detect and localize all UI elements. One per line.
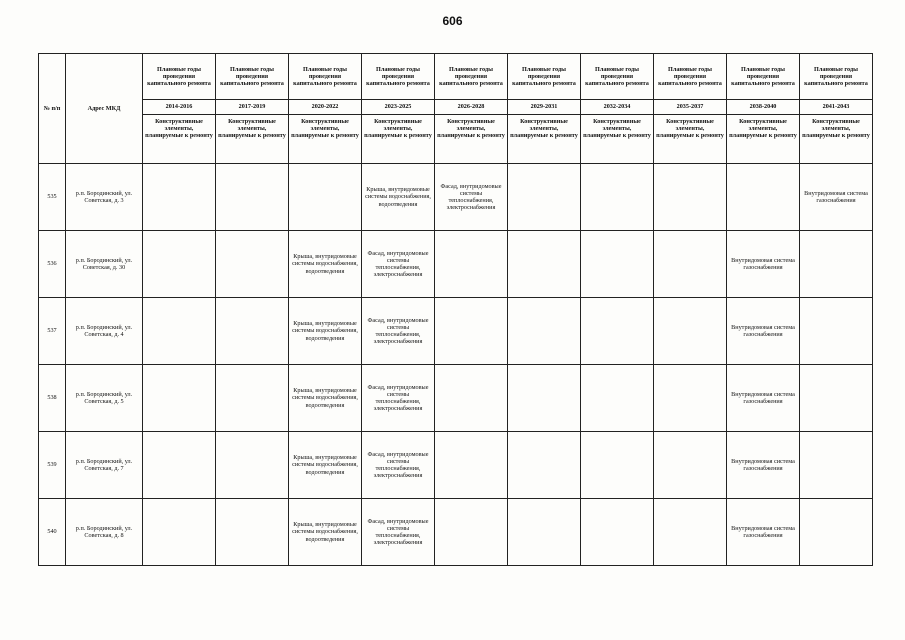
period-cell: Крыша, внутридомовые системы водоснабжения, водоотведения bbox=[289, 231, 362, 298]
period-cell bbox=[800, 365, 873, 432]
row-number: 540 bbox=[39, 499, 66, 566]
period-range: 2017-2019 bbox=[216, 100, 289, 115]
row-number: 535 bbox=[39, 164, 66, 231]
period-cell bbox=[216, 164, 289, 231]
period-cell bbox=[508, 298, 581, 365]
period-range: 2014-2016 bbox=[143, 100, 216, 115]
table-row bbox=[39, 298, 873, 365]
period-title: Плановые годы проведения капитального ремонта bbox=[654, 54, 727, 100]
row-address: р.п. Бородинский, ул. Советская, д. 5 bbox=[66, 365, 143, 432]
period-title: Плановые годы проведения капитального ремонта bbox=[289, 54, 362, 100]
period-cell: Внутридомовая система газоснабжения bbox=[727, 499, 800, 566]
elements-label: Конструктивные элементы, планируемые к ремонту bbox=[216, 115, 289, 164]
period-cell: Внутридомовая система газоснабжения bbox=[727, 298, 800, 365]
period-cell bbox=[143, 432, 216, 499]
period-cell: Фасад, внутридомовые системы теплоснабжения, электроснабжения bbox=[362, 499, 435, 566]
table-header bbox=[39, 54, 873, 164]
period-range: 2041-2043 bbox=[800, 100, 873, 115]
period-cell: Фасад, внутридомовые системы теплоснабжения, электроснабжения bbox=[362, 231, 435, 298]
period-cell bbox=[216, 499, 289, 566]
elements-label: Конструктивные элементы, планируемые к ремонту bbox=[654, 115, 727, 164]
row-address: р.п. Бородинский, ул. Советская, д. 8 bbox=[66, 499, 143, 566]
period-range: 2029-2031 bbox=[508, 100, 581, 115]
period-cell: Внутридомовая система газоснабжения bbox=[727, 231, 800, 298]
period-title: Плановые годы проведения капитального ремонта bbox=[508, 54, 581, 100]
row-number: 536 bbox=[39, 231, 66, 298]
period-cell bbox=[508, 365, 581, 432]
elements-label: Конструктивные элементы, планируемые к ремонту bbox=[727, 115, 800, 164]
period-cell bbox=[508, 164, 581, 231]
period-cell bbox=[435, 231, 508, 298]
period-cell bbox=[581, 298, 654, 365]
period-title: Плановые годы проведения капитального ремонта bbox=[800, 54, 873, 100]
period-cell bbox=[581, 499, 654, 566]
period-cell bbox=[143, 365, 216, 432]
period-cell bbox=[216, 432, 289, 499]
period-cell bbox=[508, 499, 581, 566]
table-row bbox=[39, 499, 873, 566]
row-number: 539 bbox=[39, 432, 66, 499]
row-address: р.п. Бородинский, ул. Советская, д. 30 bbox=[66, 231, 143, 298]
column-header-address: Адрес МКД bbox=[66, 54, 143, 164]
elements-label: Конструктивные элементы, планируемые к ремонту bbox=[143, 115, 216, 164]
period-cell bbox=[654, 164, 727, 231]
period-cell bbox=[216, 365, 289, 432]
repair-schedule-table bbox=[38, 53, 873, 566]
table-body bbox=[39, 164, 873, 566]
elements-label: Конструктивные элементы, планируемые к ремонту bbox=[800, 115, 873, 164]
elements-label: Конструктивные элементы, планируемые к ремонту bbox=[435, 115, 508, 164]
table-row bbox=[39, 432, 873, 499]
period-range: 2035-2037 bbox=[654, 100, 727, 115]
period-cell bbox=[654, 499, 727, 566]
period-cell bbox=[800, 298, 873, 365]
period-range: 2026-2028 bbox=[435, 100, 508, 115]
period-title: Плановые годы проведения капитального ремонта bbox=[581, 54, 654, 100]
period-cell: Фасад, внутридомовые системы теплоснабжения, электроснабжения bbox=[435, 164, 508, 231]
period-cell bbox=[654, 432, 727, 499]
period-cell bbox=[435, 298, 508, 365]
period-cell: Крыша, внутридомовые системы водоснабжения, водоотведения bbox=[289, 365, 362, 432]
period-title: Плановые годы проведения капитального ремонта bbox=[362, 54, 435, 100]
row-address: р.п. Бородинский, ул. Советская, д. 7 bbox=[66, 432, 143, 499]
row-address: р.п. Бородинский, ул. Советская, д. 4 bbox=[66, 298, 143, 365]
period-cell: Крыша, внутридомовые системы водоснабжения, водоотведения bbox=[289, 499, 362, 566]
period-range: 2020-2022 bbox=[289, 100, 362, 115]
period-cell bbox=[289, 164, 362, 231]
period-cell bbox=[800, 432, 873, 499]
period-cell: Внутридомовая система газоснабжения bbox=[727, 432, 800, 499]
period-cell bbox=[435, 499, 508, 566]
period-cell bbox=[435, 432, 508, 499]
elements-label: Конструктивные элементы, планируемые к ремонту bbox=[362, 115, 435, 164]
period-cell bbox=[800, 499, 873, 566]
elements-label: Конструктивные элементы, планируемые к ремонту bbox=[581, 115, 654, 164]
period-cell bbox=[800, 231, 873, 298]
period-range: 2023-2025 bbox=[362, 100, 435, 115]
period-cell bbox=[216, 298, 289, 365]
period-cell bbox=[143, 231, 216, 298]
period-cell: Внутридомовая система газоснабжения bbox=[800, 164, 873, 231]
table-row bbox=[39, 231, 873, 298]
period-cell bbox=[581, 432, 654, 499]
period-cell bbox=[654, 365, 727, 432]
elements-label: Конструктивные элементы, планируемые к ремонту bbox=[508, 115, 581, 164]
period-cell: Фасад, внутридомовые системы теплоснабжения, электроснабжения bbox=[362, 365, 435, 432]
period-title: Плановые годы проведения капитального ремонта bbox=[435, 54, 508, 100]
period-cell: Внутридомовая система газоснабжения bbox=[727, 365, 800, 432]
page-number: 606 bbox=[442, 14, 463, 28]
period-cell bbox=[508, 432, 581, 499]
period-title: Плановые годы проведения капитального ремонта bbox=[216, 54, 289, 100]
period-cell bbox=[143, 499, 216, 566]
period-title: Плановые годы проведения капитального ремонта bbox=[143, 54, 216, 100]
row-number: 537 bbox=[39, 298, 66, 365]
period-cell bbox=[143, 298, 216, 365]
period-range: 2032-2034 bbox=[581, 100, 654, 115]
period-cell bbox=[581, 365, 654, 432]
period-cell bbox=[216, 231, 289, 298]
period-cell: Фасад, внутридомовые системы теплоснабжения, электроснабжения bbox=[362, 298, 435, 365]
period-range: 2038-2040 bbox=[727, 100, 800, 115]
row-number: 538 bbox=[39, 365, 66, 432]
row-address: р.п. Бородинский, ул. Советская, д. 3 bbox=[66, 164, 143, 231]
column-header-num: № п/п bbox=[39, 54, 66, 164]
period-cell bbox=[435, 365, 508, 432]
period-cell bbox=[508, 231, 581, 298]
period-cell: Крыша, внутридомовые системы водоснабжения, водоотведения bbox=[289, 298, 362, 365]
period-cell: Крыша, внутридомовые системы водоснабжения, водоотведения bbox=[289, 432, 362, 499]
period-cell bbox=[581, 164, 654, 231]
period-cell bbox=[143, 164, 216, 231]
table-row bbox=[39, 365, 873, 432]
period-cell bbox=[581, 231, 654, 298]
period-cell bbox=[654, 298, 727, 365]
period-cell bbox=[727, 164, 800, 231]
period-cell bbox=[654, 231, 727, 298]
period-cell: Фасад, внутридомовые системы теплоснабжения, электроснабжения bbox=[362, 432, 435, 499]
elements-label: Конструктивные элементы, планируемые к ремонту bbox=[289, 115, 362, 164]
period-title: Плановые годы проведения капитального ремонта bbox=[727, 54, 800, 100]
table-row bbox=[39, 164, 873, 231]
period-cell: Крыша, внутридомовые системы водоснабжения, водоотведения bbox=[362, 164, 435, 231]
